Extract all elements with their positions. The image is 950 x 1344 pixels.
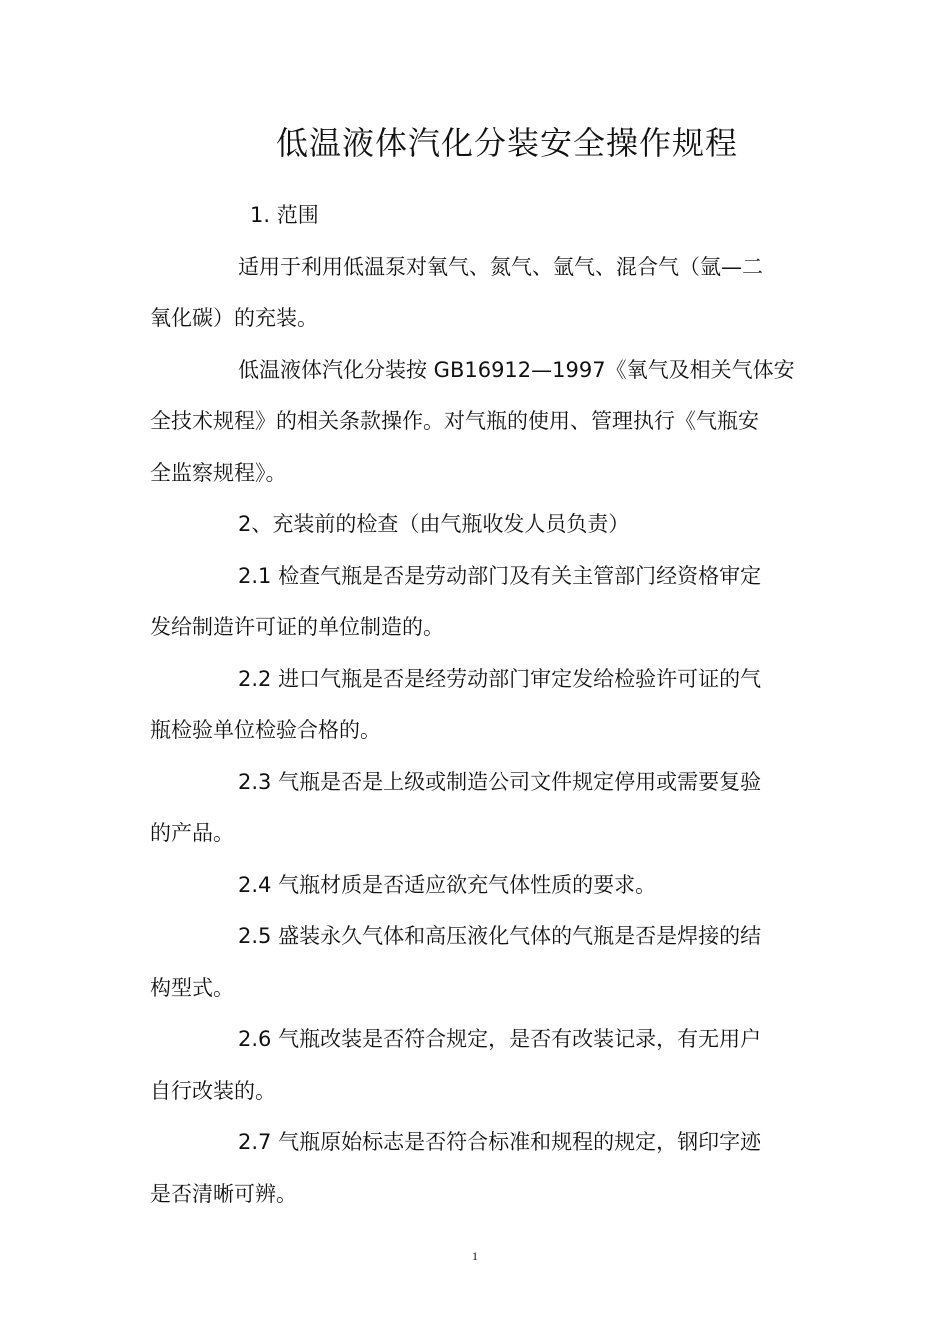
page-number: 1 bbox=[472, 1249, 478, 1263]
paragraph-scope-detail bbox=[150, 242, 800, 294]
paragraph-line: 2.7 气瓶原始标志是否符合标准和规程的规定，钢印字迹 bbox=[238, 1130, 762, 1154]
paragraph-line: 1. 范围 bbox=[250, 203, 319, 227]
paragraph-standard-reference bbox=[150, 345, 800, 397]
paragraph-continuation bbox=[150, 705, 800, 757]
paragraph-line: 构型式。 bbox=[150, 975, 234, 1000]
paragraph-continuation bbox=[150, 808, 800, 860]
paragraph-line: 是否清晰可辨。 bbox=[150, 1181, 297, 1206]
list-item-2-1 bbox=[150, 551, 800, 603]
section-heading-pre-fill-inspection bbox=[150, 499, 800, 551]
paragraph-line: 2.2 进口气瓶是否是经劳动部门审定发给检验许可证的气 bbox=[238, 666, 762, 691]
paragraph-line: 发给制造许可证的单位制造的。 bbox=[150, 615, 444, 639]
paragraph-line: 全监察规程》。 bbox=[150, 460, 287, 485]
paragraph-line: 2.4 气瓶材质是否适应欲充气体性质的要求。 bbox=[238, 872, 657, 897]
paragraph-line: 低温液体汽化分装按 GB16912—1997《氧气及相关气体安 bbox=[238, 357, 795, 382]
paragraph-line: 瓶检验单位检验合格的。 bbox=[150, 718, 381, 742]
paragraph-line: 自行改装的。 bbox=[150, 1078, 276, 1103]
paragraph-continuation bbox=[150, 602, 800, 654]
paragraph-continuation bbox=[150, 293, 800, 345]
paragraph-line: 2.1 检查气瓶是否是劳动部门及有关主管部门经资格审定 bbox=[238, 563, 762, 588]
paragraph-line: 2.5 盛装永久气体和高压液化气体的气瓶是否是焊接的结 bbox=[238, 924, 762, 948]
section-heading-scope bbox=[150, 190, 800, 242]
paragraph-line: 适用于利用低温泵对氧气、氮气、氩气、混合气（氩—二 bbox=[238, 254, 763, 279]
paragraph-line: 的产品。 bbox=[150, 821, 234, 845]
list-item-2-4 bbox=[150, 860, 800, 912]
paragraph-continuation bbox=[150, 1169, 800, 1221]
paragraph-line: 2.3 气瓶是否是上级或制造公司文件规定停用或需要复验 bbox=[238, 769, 762, 794]
list-item-2-6 bbox=[150, 1014, 800, 1066]
page-title: 低温液体汽化分装安全操作规程 bbox=[275, 124, 738, 162]
paragraph-line: 2、充装前的检查（由气瓶收发人员负责） bbox=[238, 512, 630, 536]
paragraph-continuation bbox=[150, 448, 800, 500]
document-body bbox=[150, 190, 800, 1220]
paragraph-line: 全技术规程》的相关条款操作。对气瓶的使用、管理执行《气瓶安 bbox=[150, 409, 759, 433]
paragraph-line: 2.6 气瓶改装是否符合规定，是否有改装记录，有无用户 bbox=[238, 1027, 762, 1051]
paragraph-line: 氧化碳）的充装。 bbox=[150, 306, 318, 330]
paragraph-continuation bbox=[150, 963, 800, 1015]
list-item-2-3 bbox=[150, 757, 800, 809]
paragraph-continuation bbox=[150, 1066, 800, 1118]
paragraph-continuation bbox=[150, 396, 800, 448]
list-item-2-5 bbox=[150, 911, 800, 963]
list-item-2-2 bbox=[150, 654, 800, 706]
list-item-2-7 bbox=[150, 1117, 800, 1169]
